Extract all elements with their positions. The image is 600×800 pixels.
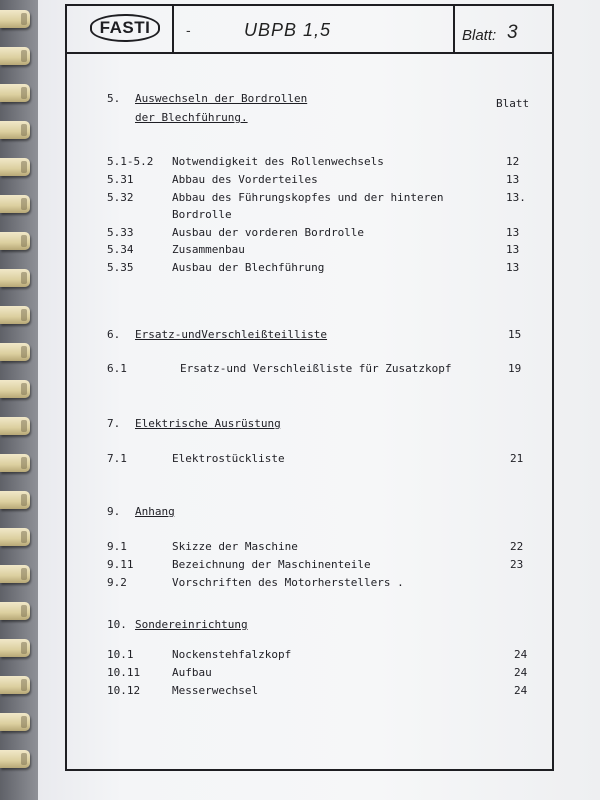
section-title: Elektrische Ausrüstung bbox=[135, 417, 281, 430]
document-title: UBPB 1,5 bbox=[244, 20, 332, 40]
binder-ring bbox=[0, 195, 30, 213]
binder-ring bbox=[0, 750, 30, 768]
section-number: 10. bbox=[107, 618, 127, 631]
toc-number: 10.1 bbox=[107, 648, 134, 661]
binder-ring bbox=[0, 491, 30, 509]
header-divider bbox=[65, 52, 554, 54]
toc-number: 5.32 bbox=[107, 191, 134, 204]
toc-entry: Ausbau der vorderen Bordrolle bbox=[172, 226, 365, 239]
toc-page: 23 bbox=[510, 558, 524, 571]
toc-entry-continued: Bordrolle bbox=[172, 208, 232, 221]
section-number: 7. bbox=[107, 417, 121, 430]
binder-ring bbox=[0, 47, 30, 65]
toc-page: 19 bbox=[508, 362, 522, 375]
toc-entry: Vorschriften des Motorherstellers . bbox=[172, 576, 404, 589]
toc-entry: Skizze der Maschine bbox=[172, 540, 298, 553]
toc-page: 24 bbox=[514, 648, 528, 661]
toc-entry: Nockenstehfalzkopf bbox=[172, 648, 292, 661]
toc-entry: Ausbau der Blechführung bbox=[172, 261, 325, 274]
toc-number: 6.1 bbox=[107, 362, 127, 375]
toc-number: 5.33 bbox=[107, 226, 134, 239]
toc-entry: Abbau des Führungskopfes und der hinteren bbox=[172, 191, 444, 204]
section-title: Auswechseln der Bordrollen bbox=[135, 92, 308, 105]
header-dash: - bbox=[186, 22, 191, 38]
binder-ring bbox=[0, 676, 30, 694]
toc-number: 10.12 bbox=[107, 684, 141, 697]
binder-ring bbox=[0, 454, 30, 472]
section-number: 6. bbox=[107, 328, 121, 341]
toc-entry: Abbau des Vorderteiles bbox=[172, 173, 318, 186]
toc-entry: Elektrostückliste bbox=[172, 452, 285, 465]
binder-ring bbox=[0, 602, 30, 620]
toc-page: 24 bbox=[514, 666, 528, 679]
toc-number: 9.11 bbox=[107, 558, 134, 571]
binder-ring bbox=[0, 528, 30, 546]
section-title: Ersatz-undVerschleißteilliste bbox=[135, 328, 328, 341]
header-cell-divider bbox=[172, 4, 174, 54]
toc-page: 13 bbox=[506, 261, 520, 274]
section-title: der Blechführung. bbox=[135, 111, 248, 124]
section-number: 9. bbox=[107, 505, 121, 518]
toc-number: 5.31 bbox=[107, 173, 134, 186]
fasti-logo: FASTI bbox=[90, 14, 160, 42]
binder-ring bbox=[0, 10, 30, 28]
toc-number: 7.1 bbox=[107, 452, 127, 465]
binder-ring bbox=[0, 84, 30, 102]
toc-page: 24 bbox=[514, 684, 528, 697]
toc-page: 21 bbox=[510, 452, 524, 465]
binder-ring bbox=[0, 565, 30, 583]
toc-number: 5.34 bbox=[107, 243, 134, 256]
binder-ring bbox=[0, 713, 30, 731]
toc-number: 9.2 bbox=[107, 576, 127, 589]
toc-entry: Zusammenbau bbox=[172, 243, 245, 256]
toc-entry: Bezeichnung der Maschinenteile bbox=[172, 558, 371, 571]
toc-page: 22 bbox=[510, 540, 524, 553]
binder-ring bbox=[0, 639, 30, 657]
binder-ring bbox=[0, 417, 30, 435]
toc-entry: Messerwechsel bbox=[172, 684, 259, 697]
toc-page: 13 bbox=[506, 173, 520, 186]
toc-page: 13. bbox=[506, 191, 526, 204]
binder-ring bbox=[0, 232, 30, 250]
binder-ring bbox=[0, 343, 30, 361]
toc-entry: Ersatz-und Verschleißliste für Zusatzkopf bbox=[180, 362, 452, 375]
binder-ring bbox=[0, 158, 30, 176]
header-cell-divider bbox=[453, 4, 455, 54]
section-title: Sondereinrichtung bbox=[135, 618, 248, 631]
toc-number: 10.11 bbox=[107, 666, 141, 679]
toc-page: 15 bbox=[508, 328, 522, 341]
binder-ring bbox=[0, 121, 30, 139]
section-number: 5. bbox=[107, 92, 121, 105]
toc-number: 5.35 bbox=[107, 261, 134, 274]
toc-page: 13 bbox=[506, 243, 520, 256]
section-title: Anhang bbox=[135, 505, 175, 518]
toc-page: 12 bbox=[506, 155, 520, 168]
toc-number: 5.1-5.2 bbox=[107, 155, 154, 168]
toc-page: 13 bbox=[506, 226, 520, 239]
blatt-column-heading: Blatt bbox=[496, 97, 530, 110]
binder-ring bbox=[0, 269, 30, 287]
binder-ring bbox=[0, 380, 30, 398]
toc-number: 9.1 bbox=[107, 540, 127, 553]
toc-entry: Aufbau bbox=[172, 666, 212, 679]
toc-entry: Notwendigkeit des Rollenwechsels bbox=[172, 155, 384, 168]
blatt-label: Blatt: bbox=[462, 27, 497, 44]
binder-ring bbox=[0, 306, 30, 324]
blatt-number: 3 bbox=[507, 22, 518, 43]
